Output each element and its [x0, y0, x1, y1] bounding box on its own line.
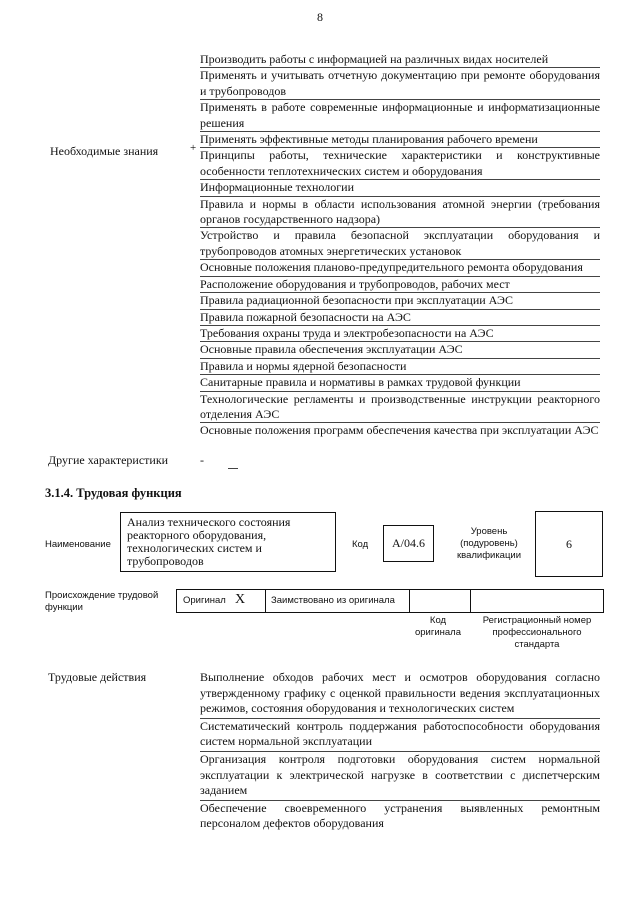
knowledge-label: Необходимые знания [50, 144, 159, 158]
knowledge-item: Принципы работы, технические характеристики и конструктивные особенности теплотехнических систем и оборудования [200, 148, 600, 180]
code-label: Код [352, 539, 369, 550]
cell-divider [265, 590, 266, 612]
level-value: 6 [535, 511, 603, 577]
knowledge-item: Правила и нормы в области использования атомной энергии (требования органов государственного надзора) [200, 197, 600, 229]
labour-item: Обеспечение своевременного устранения выявленных ремонтным персоналом дефектов оборудования [200, 800, 600, 831]
function-name-box [120, 512, 336, 572]
knowledge-item: Применять в работе современные информационные и информатизационные решения [200, 100, 600, 132]
cell-divider [470, 590, 471, 612]
labour-list [200, 670, 600, 833]
labour-item: Систематический контроль поддержания работоспособности оборудования систем нормальной эксплуатации [200, 719, 600, 752]
knowledge-item: Правила пожарной безопасности на АЭС [200, 310, 600, 326]
knowledge-item: Основные положения планово-предупредительного ремонта оборудования [200, 260, 600, 276]
name-label: Наименование [45, 539, 111, 550]
knowledge-item: Применять и учитывать отчетную документацию при ремонте оборудования и трубопроводов [200, 68, 600, 100]
origin-table [176, 589, 604, 613]
knowledge-item: Правила и нормы ядерной безопасности [200, 359, 600, 375]
other-value: - [200, 453, 204, 467]
knowledge-item: Основные положения программ обеспечения качества при эксплуатации АЭС [200, 423, 599, 438]
knowledge-item: Информационные технологии [200, 180, 600, 196]
knowledge-item: Расположение оборудования и трубопроводов, рабочих мест [200, 277, 600, 293]
level-label: Уровень (подуровень) квалификации [456, 526, 522, 561]
row-cross-mark: + [190, 142, 197, 154]
knowledge-item: Требования охраны труда и электробезопасности на АЭС [200, 326, 600, 342]
code-caption: Код оригинала [414, 615, 461, 638]
original-mark: X [235, 592, 246, 607]
knowledge-item: Устройство и правила безопасной эксплуатации оборудования и трубопроводов атомных энергетических установок [200, 228, 600, 260]
function-name: Анализ технического состояния реакторного оборудования, технологических систем и трубопроводов [127, 515, 291, 568]
borrowed-label: Заимствовано из оригинала [271, 595, 395, 606]
other-label: Другие характеристики [48, 453, 169, 467]
knowledge-item: Технологические регламенты и производственные инструкции реакторного отделения АЭС [200, 392, 600, 424]
code-value: А/04.6 [383, 525, 434, 562]
underline-mark [228, 468, 238, 469]
knowledge-item: Санитарные правила и нормативы в рамках трудовой функции [200, 375, 600, 391]
origin-label: Происхождение трудовой функции [45, 590, 159, 613]
cell-divider [409, 590, 410, 612]
labour-label: Трудовые действия [48, 670, 147, 684]
knowledge-item: Основные правила обеспечения эксплуатации АЭС [200, 342, 600, 358]
knowledge-item: Производить работы с информацией на различных видах носителей [200, 52, 600, 68]
labour-item: Выполнение обходов рабочих мест и осмотров оборудования согласно утвержденному графику с оценкой правильности ведения эксплуатационных режимов, состояния оборудования и технологических систем [200, 670, 600, 719]
page-number: 8 [317, 10, 323, 24]
labour-item: Организация контроля подготовки оборудования систем нормальной эксплуатации к электрической нагрузке в соответствии с диспетчерским заданием [200, 752, 600, 801]
knowledge-item: Применять эффективные методы планирования рабочего времени [200, 132, 600, 148]
original-label: Оригинал [183, 595, 226, 606]
section-heading: 3.1.4. Трудовая функция [45, 486, 182, 500]
knowledge-list [200, 52, 600, 439]
knowledge-item: Правила радиационной безопасности при эксплуатации АЭС [200, 293, 600, 309]
reg-caption: Регистрационный номер профессионального стандарта [482, 615, 592, 650]
